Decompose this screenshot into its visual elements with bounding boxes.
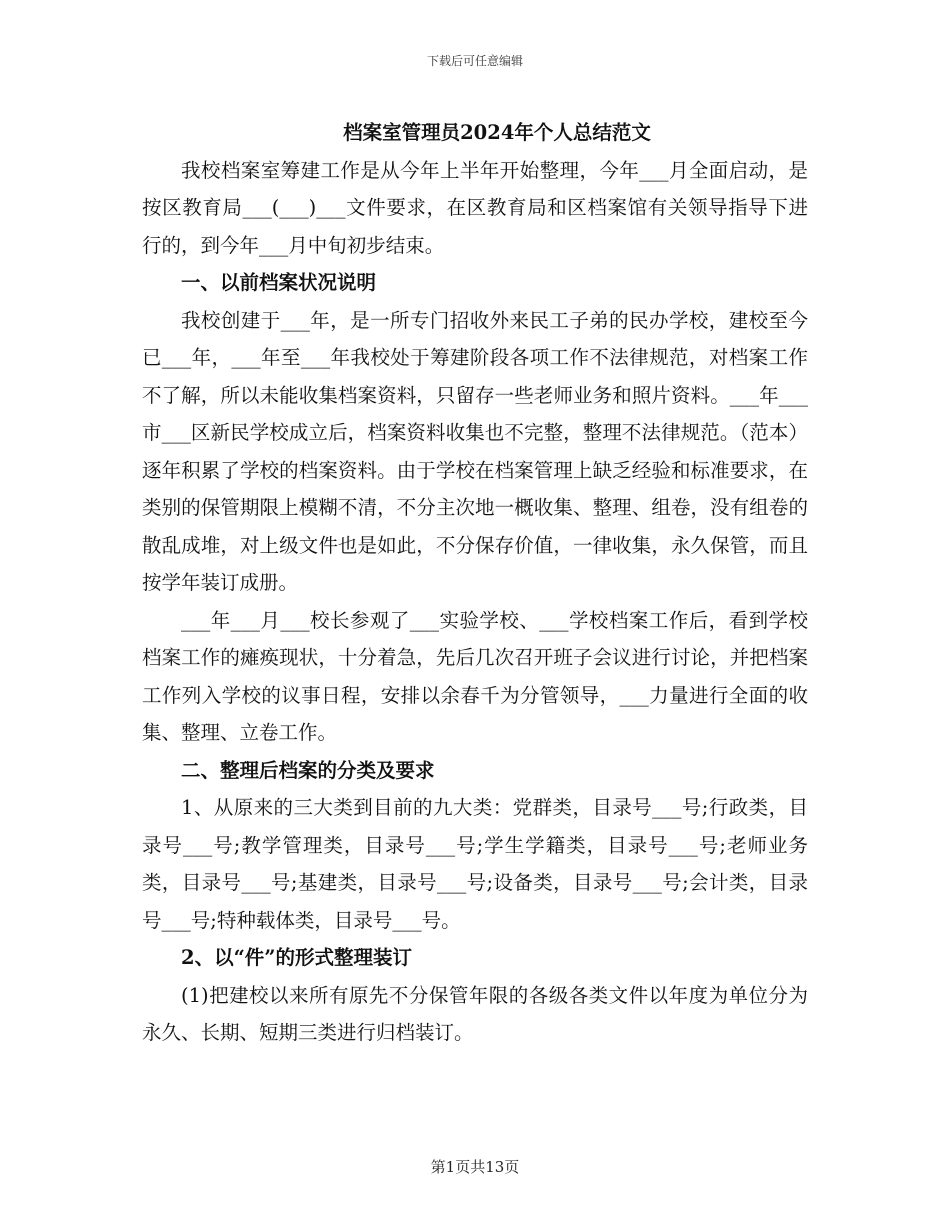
page-footer-number: 第1页共13页 xyxy=(430,1158,520,1176)
section-1-paragraph-2: ___年___月___校长参观了___实验学校、___学校档案工作后，看到学校档案工作的瘫痪现状，十分着急，先后几次召开班子会议进行讨论，并把档案工作列入学校的议事日程，安排以余春千为分管领导，___力量进行全面的收集、整理、立卷工作。 xyxy=(142,608,808,744)
section-heading-2: 二、整理后档案的分类及要求 xyxy=(181,758,435,782)
section-1-paragraph-1: 我校创建于___年，是一所专门招收外来民工子弟的民办学校，建校至今已___年，___年至___年我校处于筹建阶段各项工作不法律规范，对档案工作不了解，所以未能收集档案资料，只留存一些老师业务和照片资料。___年___市___区新民学校成立后，档案资料收集也不完整，整理不法律规范。（范本）逐年积累了学校的档案资料。由于学校在档案管理上缺乏经验和标准要求，在类别的保管期限上模糊不清，不分主次地一概收集、整理、组卷，没有组卷的散乱成堆，对上级文件也是如此，不分保存价值，一律收集，永久保管，而且按学年装订成册。 xyxy=(142,308,808,594)
document-body xyxy=(142,114,808,1052)
intro-paragraph: 我校档案室筹建工作是从今年上半年开始整理，今年___月全面启动，是按区教育局___(___)___文件要求，在区教育局和区档案馆有关领导指导下进行的，到今年___月中旬初步结束。 xyxy=(142,158,808,257)
page-header-note: 下载后可任意编辑 xyxy=(426,54,523,68)
subsection-heading-2-2: 2、以“件”的形式整理装订 xyxy=(181,946,413,969)
subsection-2-2-paragraph-1: (1)把建校以来所有原先不分保管年限的各级各类文件以年度为单位分为永久、长期、短期三类进行归档装订。 xyxy=(142,983,808,1044)
document-title: 档案室管理员2024年个人总结范文 xyxy=(343,121,651,144)
section-2-paragraph-1: 1、从原来的三大类到目前的九大类：党群类，目录号___号;行政类，目录号___号;教学管理类，目录号___号;学生学籍类，目录号___号;老师业务类，目录号___号;基建类，目录号___号;设备类，目录号___号;会计类，目录号___号;特种载体类，目录号___号。 xyxy=(142,796,808,932)
section-heading-1: 一、以前档案状况说明 xyxy=(181,271,377,294)
